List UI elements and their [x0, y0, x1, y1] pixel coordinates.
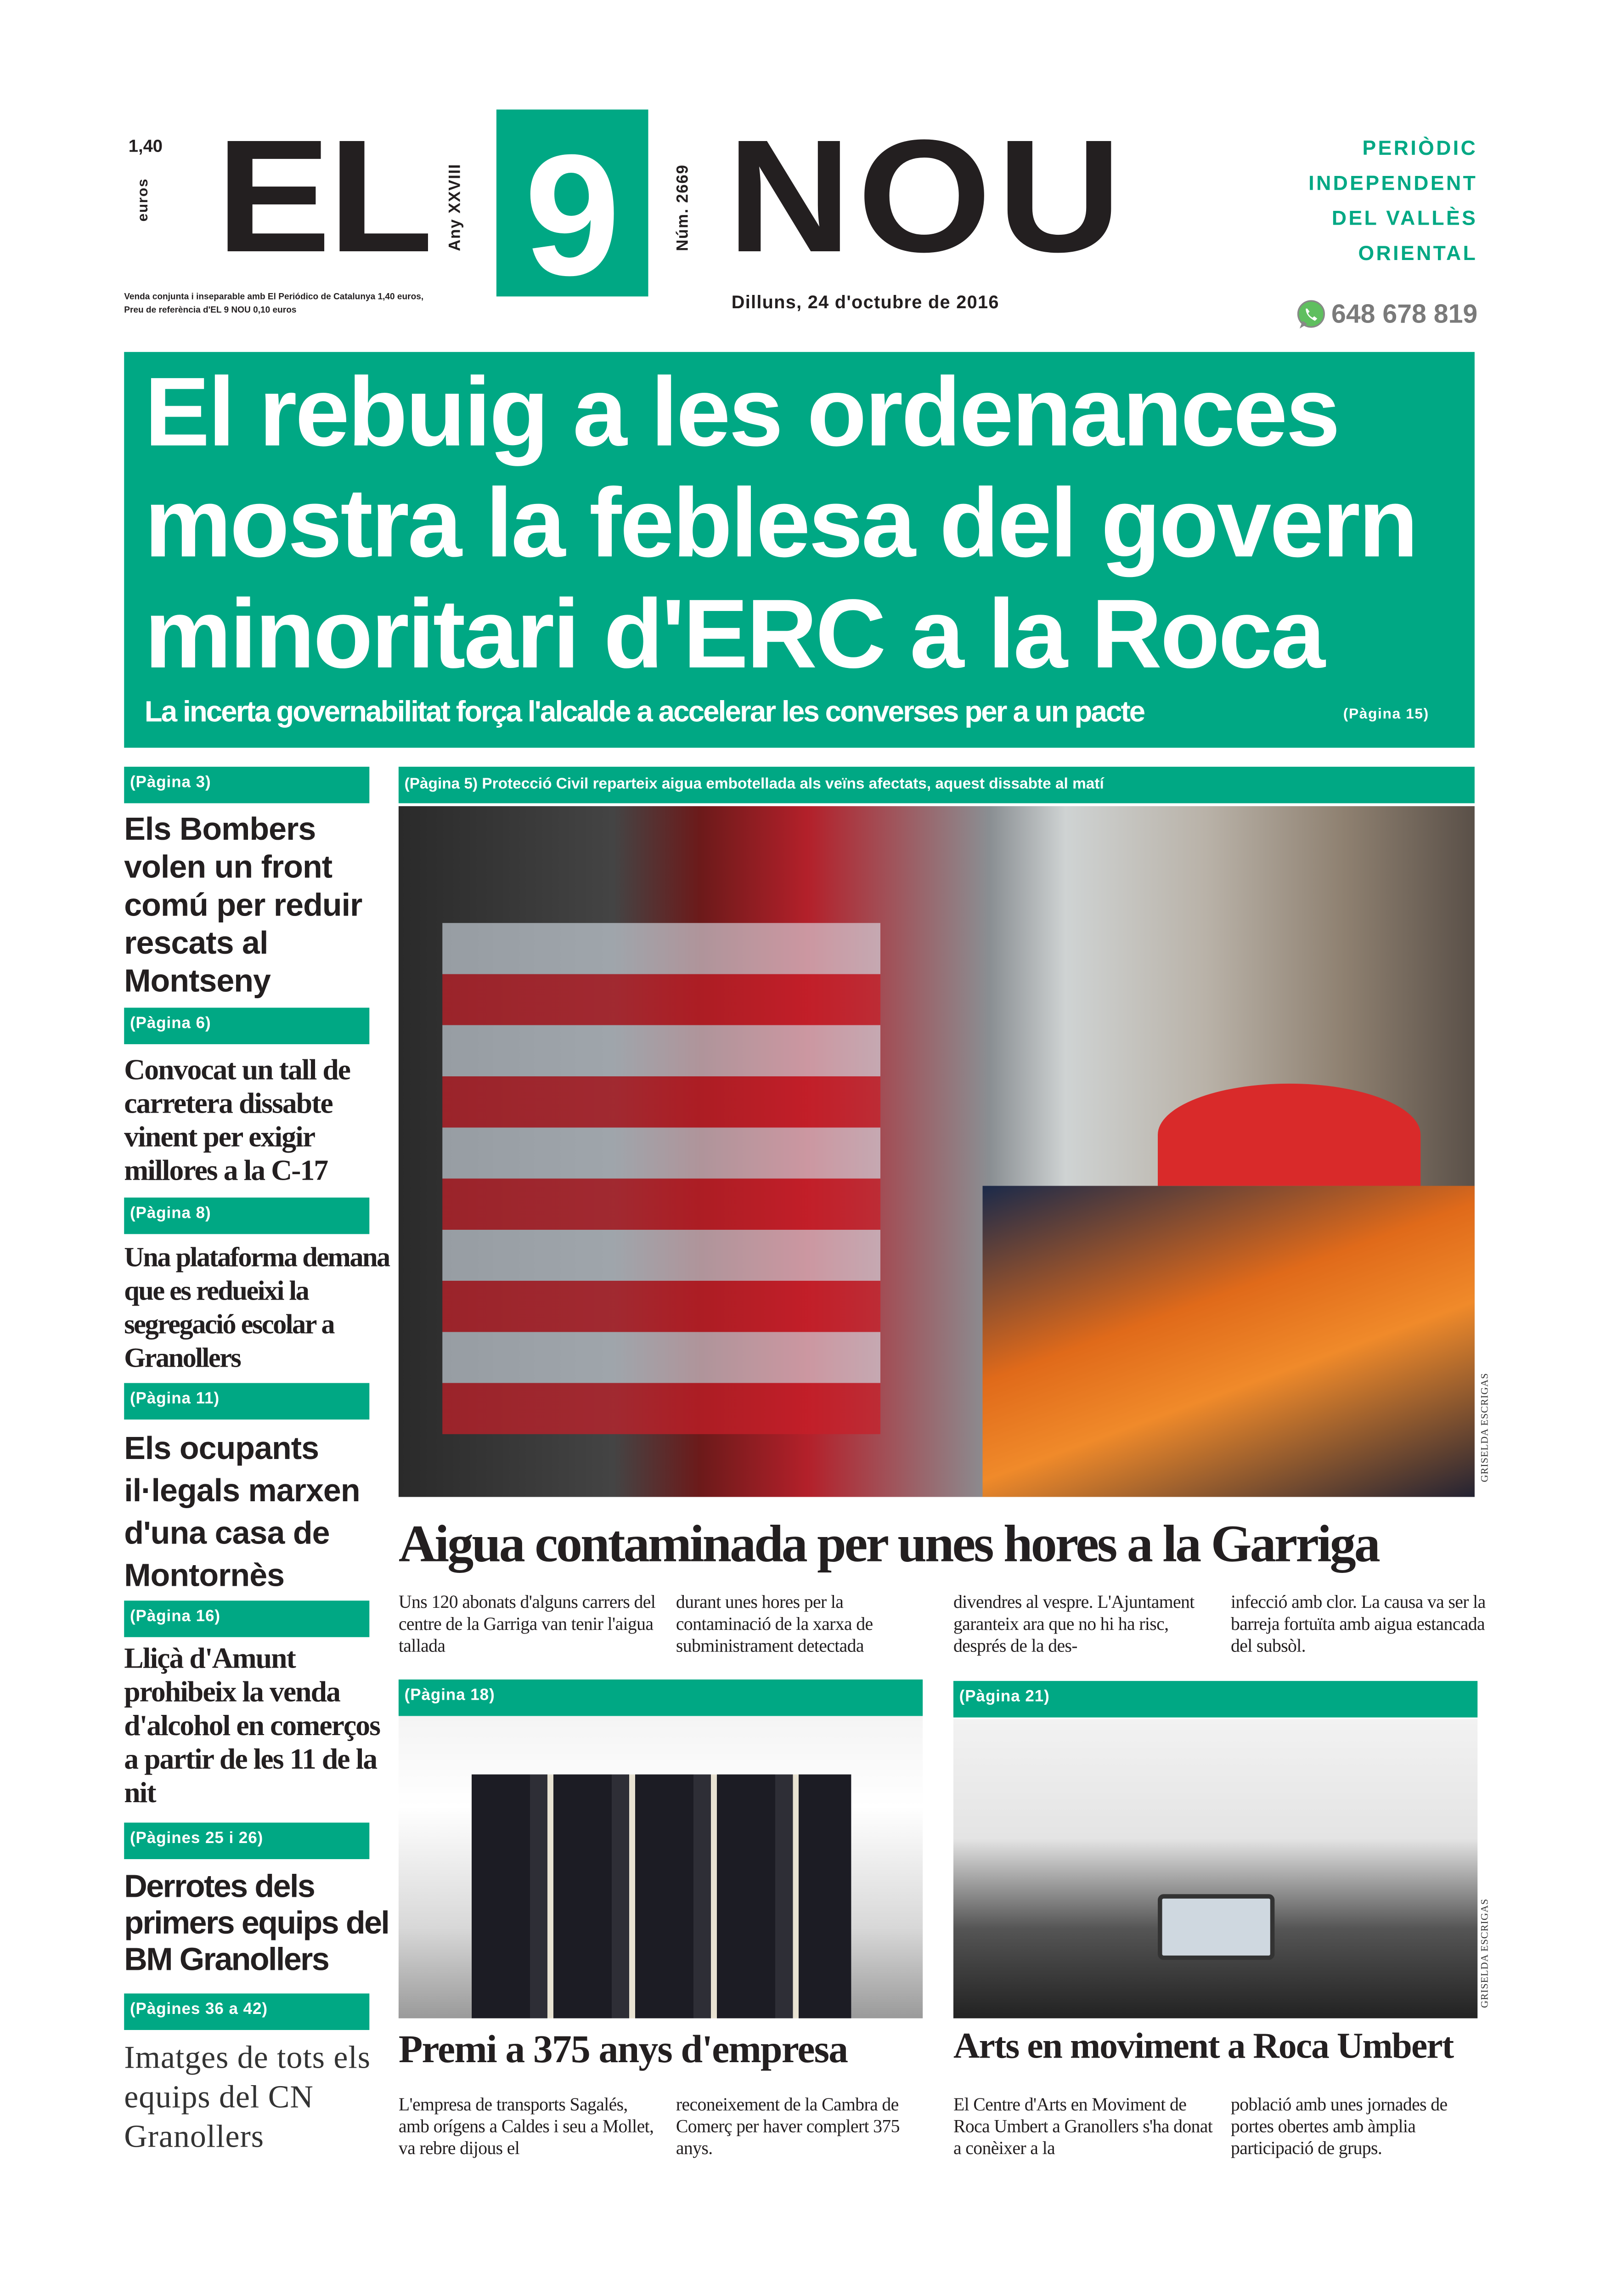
sidebar-page-tag: (Pàgina 16) — [124, 1600, 369, 1637]
sidebar-page-tag: (Pàgina 3) — [124, 767, 369, 803]
lead-story[interactable] — [124, 352, 1475, 748]
civil-protection-volunteer-image — [983, 1186, 1475, 1497]
whatsapp-icon — [1295, 300, 1326, 330]
main-headline[interactable]: Aigua contaminada per unes hores a la Garriga — [398, 1514, 1379, 1573]
tagline-4: ORIENTAL — [1358, 241, 1478, 265]
tagline-1: PERIÒDIC — [1362, 136, 1478, 159]
reference-price-text: Preu de referència d'EL 9 NOU 0,10 euros — [124, 306, 297, 316]
story-left-body-col: L'empresa de transports Sagalés, amb orígens a Caldes i seu a Mollet, va rebre dijous el — [398, 2094, 654, 2159]
logo-nou: NOU — [727, 107, 1127, 287]
sidebar-page-tag: (Pàgina 8) — [124, 1198, 369, 1234]
water-bottles-image — [442, 923, 880, 1434]
sidebar-headline[interactable]: Els Bombers volen un front comú per reduir rescats al Montseny — [124, 810, 362, 999]
main-photo — [399, 806, 1475, 1497]
main-photo-caption: (Pàgina 5) Protecció Civil reparteix aigua embotellada als veïns afectats, aquest dissabte al matí — [399, 767, 1475, 803]
price-currency: euros — [135, 178, 152, 222]
story-left-page-tag: (Pàgina 18) — [399, 1680, 923, 1716]
sidebar-page-tag: (Pàgina 6) — [124, 1008, 369, 1044]
issue-date: Dilluns, 24 d'octubre de 2016 — [731, 292, 999, 313]
whatsapp-contact[interactable] — [1295, 300, 1478, 330]
lead-page-ref: (Pàgina 15) — [1343, 707, 1429, 723]
main-body-col: durant unes hores per la contaminació de la xarxa de subministrament detectada — [676, 1592, 873, 1657]
main-body-col: infecció amb clor. La causa va ser la barreja fortuïta amb aigua estancada del subsòl. — [1230, 1592, 1486, 1657]
price: 1,40 — [128, 136, 163, 157]
sidebar-page-tag: (Pàgines 36 a 42) — [124, 1993, 369, 2030]
lead-headline — [145, 358, 1417, 691]
main-body-col: Uns 120 abonats d'alguns carrers del centre de la Garriga van tenir l'aigua tallada — [398, 1592, 656, 1657]
photo-credit: GRISELDA ESCRIGAS — [1479, 1898, 1491, 2008]
sidebar-headline[interactable]: Lliçà d'Amunt prohibeix la venda d'alcohol en comerços a partir de les 11 de la nit — [124, 1643, 380, 1810]
award-photo — [399, 1716, 923, 2018]
sale-info — [124, 292, 423, 318]
sidebar-headline[interactable]: Derrotes dels primers equips del BM Granollers — [124, 1868, 389, 1978]
issue-number: Núm. 2669 — [674, 164, 692, 251]
phone-number: 648 678 819 — [1331, 299, 1478, 329]
story-left-headline[interactable]: Premi a 375 anys d'empresa — [398, 2027, 848, 2071]
umbrella-image — [1158, 1084, 1420, 1186]
logo-el: EL — [216, 107, 431, 287]
dance-photo — [953, 1719, 1477, 2019]
sidebar-page-tag: (Pàgines 25 i 26) — [124, 1823, 369, 1859]
main-body-col: divendres al vespre. L'Ajuntament garanteix ara que no hi ha risc, després de la des- — [953, 1592, 1195, 1657]
sidebar-page-tag: (Pàgina 11) — [124, 1383, 369, 1419]
photo-credit: GRISELDA ESCRIGAS — [1479, 1373, 1491, 1482]
phone-screen-image — [1158, 1894, 1274, 1960]
sidebar-headline[interactable]: Imatges de tots els equips del CN Granollers — [124, 2039, 371, 2155]
joint-sale-text: Venda conjunta i inseparable amb El Periódico de Catalunya 1,40 euros, — [124, 293, 424, 303]
sidebar-headline[interactable]: Convocat un tall de carretera dissabte vinent per exigir millores a la C-17 — [124, 1054, 350, 1188]
sidebar-headline[interactable]: Una plataforma demana que es redueixi la segregació escolar a Granollers — [124, 1243, 389, 1374]
year-label: Any XXVIII — [446, 163, 464, 251]
story-right-body-col: població amb unes jornades de portes obertes amb àmplia participació de grups. — [1230, 2094, 1448, 2159]
lead-headline-line: mostra la feblesa del govern — [144, 469, 1417, 578]
lead-headline-line: El rebuig a les ordenances — [144, 357, 1339, 468]
logo-nine-box — [496, 109, 648, 313]
story-right-body-col: El Centre d'Arts en Moviment de Roca Umbert a Granollers s'ha donat a conèixer a la — [953, 2094, 1213, 2159]
lead-subhead: La incerta governabilitat força l'alcalde a accelerar les converses per a un pacte — [144, 696, 1144, 729]
logo-nine: 9 — [524, 119, 620, 313]
lead-headline-line: minoritari d'ERC a la Roca — [144, 580, 1324, 690]
story-right-page-tag: (Pàgina 21) — [953, 1681, 1477, 1717]
tagline-2: INDEPENDENT — [1308, 170, 1478, 194]
story-left-body-col: reconeixement de la Cambra de Comerç per haver complert 375 anys. — [676, 2094, 900, 2159]
story-right-headline[interactable]: Arts en moviment a Roca Umbert — [953, 2027, 1454, 2067]
sidebar-headline[interactable]: Els ocupants il·legals marxen d'una casa de Montornès — [124, 1430, 360, 1594]
award-recipients-image — [472, 1775, 851, 2019]
tagline-3: DEL VALLÈS — [1331, 206, 1478, 230]
